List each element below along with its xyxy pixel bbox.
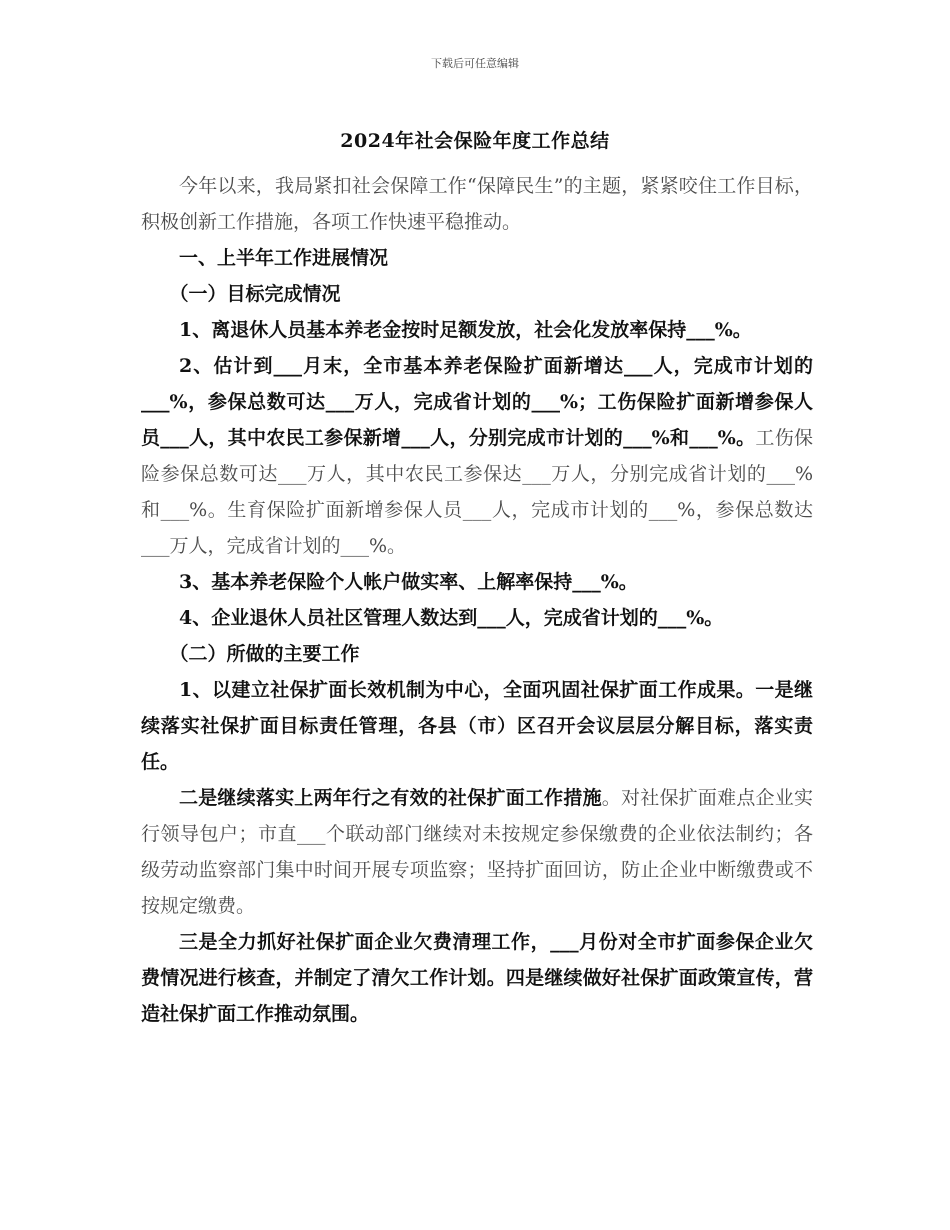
subsection-heading-targets: （一）目标完成情况 xyxy=(169,283,341,305)
work-item-1: 1、以建立社保扩面长效机制为中心，全面巩固社保扩面工作成果。一是继续落实社保扩面目标责任管理，各县（市）区召开会议层层分解目标，落实责任。 xyxy=(141,679,813,773)
intro-paragraph: 今年以来，我局紧扣社会保障工作“保障民生”的主题，紧紧咬住工作目标，积极创新工作措施，各项工作快速平稳推动。 xyxy=(141,175,813,233)
header-note: 下载后可任意编辑 xyxy=(431,57,519,70)
target-item-3: 3、基本养老保险个人帐户做实率、上解率保持___%。 xyxy=(179,571,638,593)
document-title: 2024年社会保险年度工作总结 xyxy=(340,130,610,152)
work-item-3: 三是全力抓好社保扩面企业欠费清理工作，___月份对全市扩面参保企业欠费情况进行核查，并制定了清欠工作计划。四是继续做好社保扩面政策宣传，营造社保扩面工作推动氛围。 xyxy=(141,931,813,1025)
target-item-2-bold-text: 2、估计到___月末，全市基本养老保险扩面新增达___人，完成市计划的___%，参保总数可达___万人，完成省计划的___%；工伤保险扩面新增参保人员___人，其中农民工参保新增___人，分别完成市计划的___%和___%。 xyxy=(141,355,813,449)
document-body xyxy=(141,168,813,1032)
target-item-2-normal-text: 工伤保险参保总数可达___万人，其中农民工参保达___万人，分别完成省计划的___%和___%。生育保险扩面新增参保人员___人，完成市计划的___%，参保总数达___万人，完成省计划的___%。 xyxy=(141,427,813,557)
work-item-2 xyxy=(141,780,813,924)
target-item-2 xyxy=(141,348,813,564)
target-item-4: 4、企业退休人员社区管理人数达到___人，完成省计划的___%。 xyxy=(179,607,724,629)
work-item-2-normal-text: 。对社保扩面难点企业实行领导包户；市直___个联动部门继续对未按规定参保缴费的企业依法制约；各级劳动监察部门集中时间开展专项监察；坚持扩面回访，防止企业中断缴费或不按规定缴费。 xyxy=(141,787,813,917)
subsection-heading-work: （二）所做的主要工作 xyxy=(169,643,360,665)
target-item-1: 1、离退休人员基本养老金按时足额发放，社会化发放率保持___%。 xyxy=(179,319,752,341)
work-item-2-bold-text: 二是继续落实上两年行之有效的社保扩面工作措施 xyxy=(179,787,602,809)
section-heading-1: 一、上半年工作进展情况 xyxy=(179,247,389,269)
